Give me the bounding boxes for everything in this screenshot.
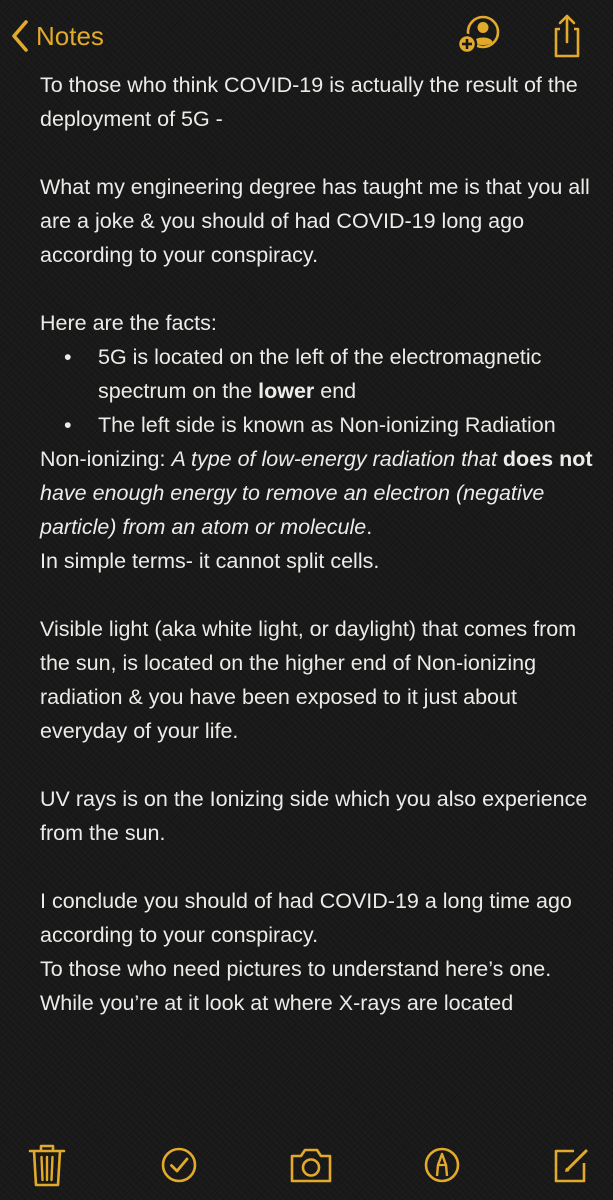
note-body[interactable] [40,68,600,1020]
share-button[interactable] [542,12,592,58]
note-paragraph: Here are the facts: [40,311,217,335]
checklist-button[interactable] [154,1140,204,1190]
camera-button[interactable] [286,1140,336,1190]
facts-list [40,340,600,442]
markup-pen-icon [417,1140,467,1190]
note-paragraph: To those who think COVID-19 is actually the result of the deployment of 5G - [40,73,578,131]
markup-button[interactable] [417,1140,467,1190]
navigation-bar [0,0,613,70]
back-label: Notes [36,20,104,51]
list-item: • 5G is located on the left of the electromagnetic spectrum on the lower end [40,340,600,408]
delete-button[interactable] [22,1140,72,1190]
note-paragraph: UV rays is on the Ionizing side which you also experience from the sun. [40,787,588,845]
note-paragraph: I conclude you should of had COVID-19 a long time ago according to your conspiracy. [40,889,572,947]
bottom-toolbar [0,1132,613,1200]
add-people-button[interactable] [454,12,504,58]
camera-icon [286,1140,336,1190]
back-button[interactable] [10,14,104,58]
note-paragraph: In simple terms- it cannot split cells. [40,549,380,573]
note-paragraph: To those who need pictures to understand here’s one. [40,957,552,981]
chevron-left-icon [10,19,30,53]
note-paragraph: What my engineering degree has taught me is that you all are a joke & you should of had COVID-19 long ago according to your conspiracy. [40,175,590,267]
compose-icon [546,1140,596,1190]
note-paragraph: While you’re at it look at where X-rays are located [40,991,514,1015]
add-people-icon [454,12,504,58]
note-paragraph: Visible light (aka white light, or daylight) that comes from the sun, is located on the higher end of Non-ionizing radiation & you have been exposed to it just about everyday of your life. [40,617,577,743]
definition-paragraph: Non-ionizing: A type of low-energy radiation that does not have enough energy to remove an electron (negative particle) from an atom or molecule. [40,447,593,539]
list-item: • The left side is known as Non-ionizing Radiation [40,408,600,442]
compose-button[interactable] [546,1140,596,1190]
trash-icon [22,1140,72,1190]
share-icon [542,12,592,58]
checkmark-circle-icon [154,1140,204,1190]
